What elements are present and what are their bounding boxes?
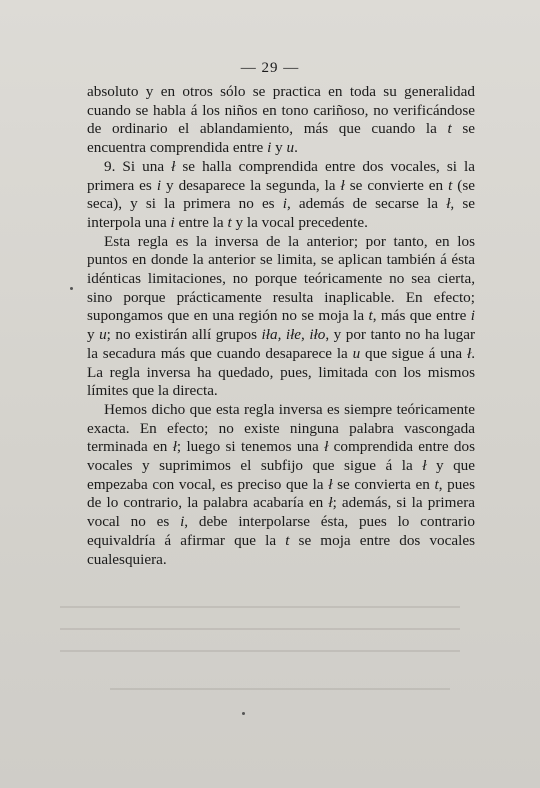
text-run: se convierta en: [332, 475, 435, 493]
italic-run: iła, iłe, iło: [261, 326, 326, 344]
italic-run: ł: [328, 475, 333, 493]
text-run: se convierte en: [344, 176, 449, 194]
italic-run: t: [285, 531, 290, 549]
italic-run: ł: [324, 438, 329, 456]
italic-run: t: [368, 307, 373, 325]
italic-run: ł: [446, 195, 451, 213]
text-run: 9. Si una: [104, 157, 172, 175]
paragraph-2: [87, 158, 475, 233]
text-run: y la vocal precedente.: [231, 213, 368, 231]
italic-run: i: [180, 513, 185, 531]
italic-run: i: [156, 176, 162, 194]
show-through-line: [110, 688, 450, 690]
text-run: y: [87, 326, 100, 344]
paragraph-3: [87, 233, 475, 401]
text-run: , además de secarse la: [286, 195, 447, 213]
italic-run: ł: [422, 457, 427, 475]
italic-run: t: [448, 176, 453, 194]
text-run: entre la: [174, 213, 228, 231]
italic-run: ł: [328, 494, 333, 512]
text-run: se halla comprendida entre dos vocales, si la primera es: [87, 157, 475, 194]
text-run: , se interpola una: [87, 195, 476, 231]
page-number: — 29 —: [240, 60, 300, 76]
text-run: comprendida entre dos vocales y suprimimos el subfijo que sigue á la: [87, 438, 476, 475]
text-run: y desaparece la segunda, la: [161, 176, 341, 194]
italic-run: ł: [466, 344, 472, 362]
italic-run: t: [447, 120, 452, 138]
text-run: ; luego si tenemos una: [176, 438, 325, 456]
paragraph-4: [87, 401, 475, 569]
italic-run: i: [470, 307, 475, 325]
italic-run: u: [286, 139, 295, 157]
text-run: .: [294, 139, 298, 157]
italic-run: t: [227, 213, 232, 231]
text-run: Esta regla es la inversa de la anterior; por tanto, en los puntos en donde la anterior se limita, se aplican también á ésta idénticas limitaciones, no porque teóricamente no sea cierta, sino porque prácticamente resulta inaplicable. En efecto; supongamos que en una región no se moja la: [87, 232, 475, 325]
text-run: , y por tanto no ha lugar la secadura más que cuando desaparece la: [87, 326, 475, 362]
italic-run: u: [99, 326, 107, 344]
show-through-line: [60, 650, 460, 652]
italic-run: i: [282, 195, 287, 213]
italic-run: ł: [171, 157, 176, 175]
text-run: se moja entre dos vocales cualesquiera.: [87, 531, 475, 568]
italic-run: i: [267, 139, 272, 157]
text-run: . La regla inversa ha quedado, pues, limitada con los mismos límites que la directa.: [87, 344, 475, 400]
text-run: ; además, si la primera vocal no es: [87, 494, 476, 531]
text-run: y: [271, 139, 287, 157]
text-run: , más que entre: [372, 307, 471, 325]
show-through-line: [60, 606, 460, 608]
text-run: que sigue á una: [360, 344, 467, 362]
italic-run: t: [434, 475, 439, 493]
italic-run: u: [352, 344, 361, 362]
italic-run: i: [170, 213, 175, 231]
text-run: ; no existirán allí grupos: [106, 326, 262, 344]
body-text: [87, 83, 475, 569]
paper-speck: [70, 287, 73, 290]
text-run: se encuentra comprendida entre: [87, 120, 475, 157]
paragraph-1: [87, 83, 475, 158]
italic-run: ł: [340, 176, 345, 194]
text-run: Hemos dicho que esta regla inversa es siempre teóricamente exacta. En efecto; no existe ninguna palabra vascongada terminada en: [87, 400, 475, 456]
text-run: , debe interpolarse ésta, pues lo contrario equivaldría á afirmar que la: [87, 513, 475, 549]
italic-run: ł: [172, 438, 177, 456]
text-run: y que empezaba con vocal, es preciso que la: [87, 457, 475, 493]
text-run: , pues de lo contrario, la palabra acabaría en: [87, 475, 475, 512]
text-run: (se seca), y si la primera no es: [87, 176, 475, 213]
show-through-line: [60, 628, 460, 630]
text-run: absoluto y en otros sólo se practica en toda su generalidad cuando se habla á los niños en tono cariñoso, no verificándose de ordinario el ablandamiento, más que cuando la: [87, 83, 475, 138]
paper-speck: [242, 712, 245, 715]
